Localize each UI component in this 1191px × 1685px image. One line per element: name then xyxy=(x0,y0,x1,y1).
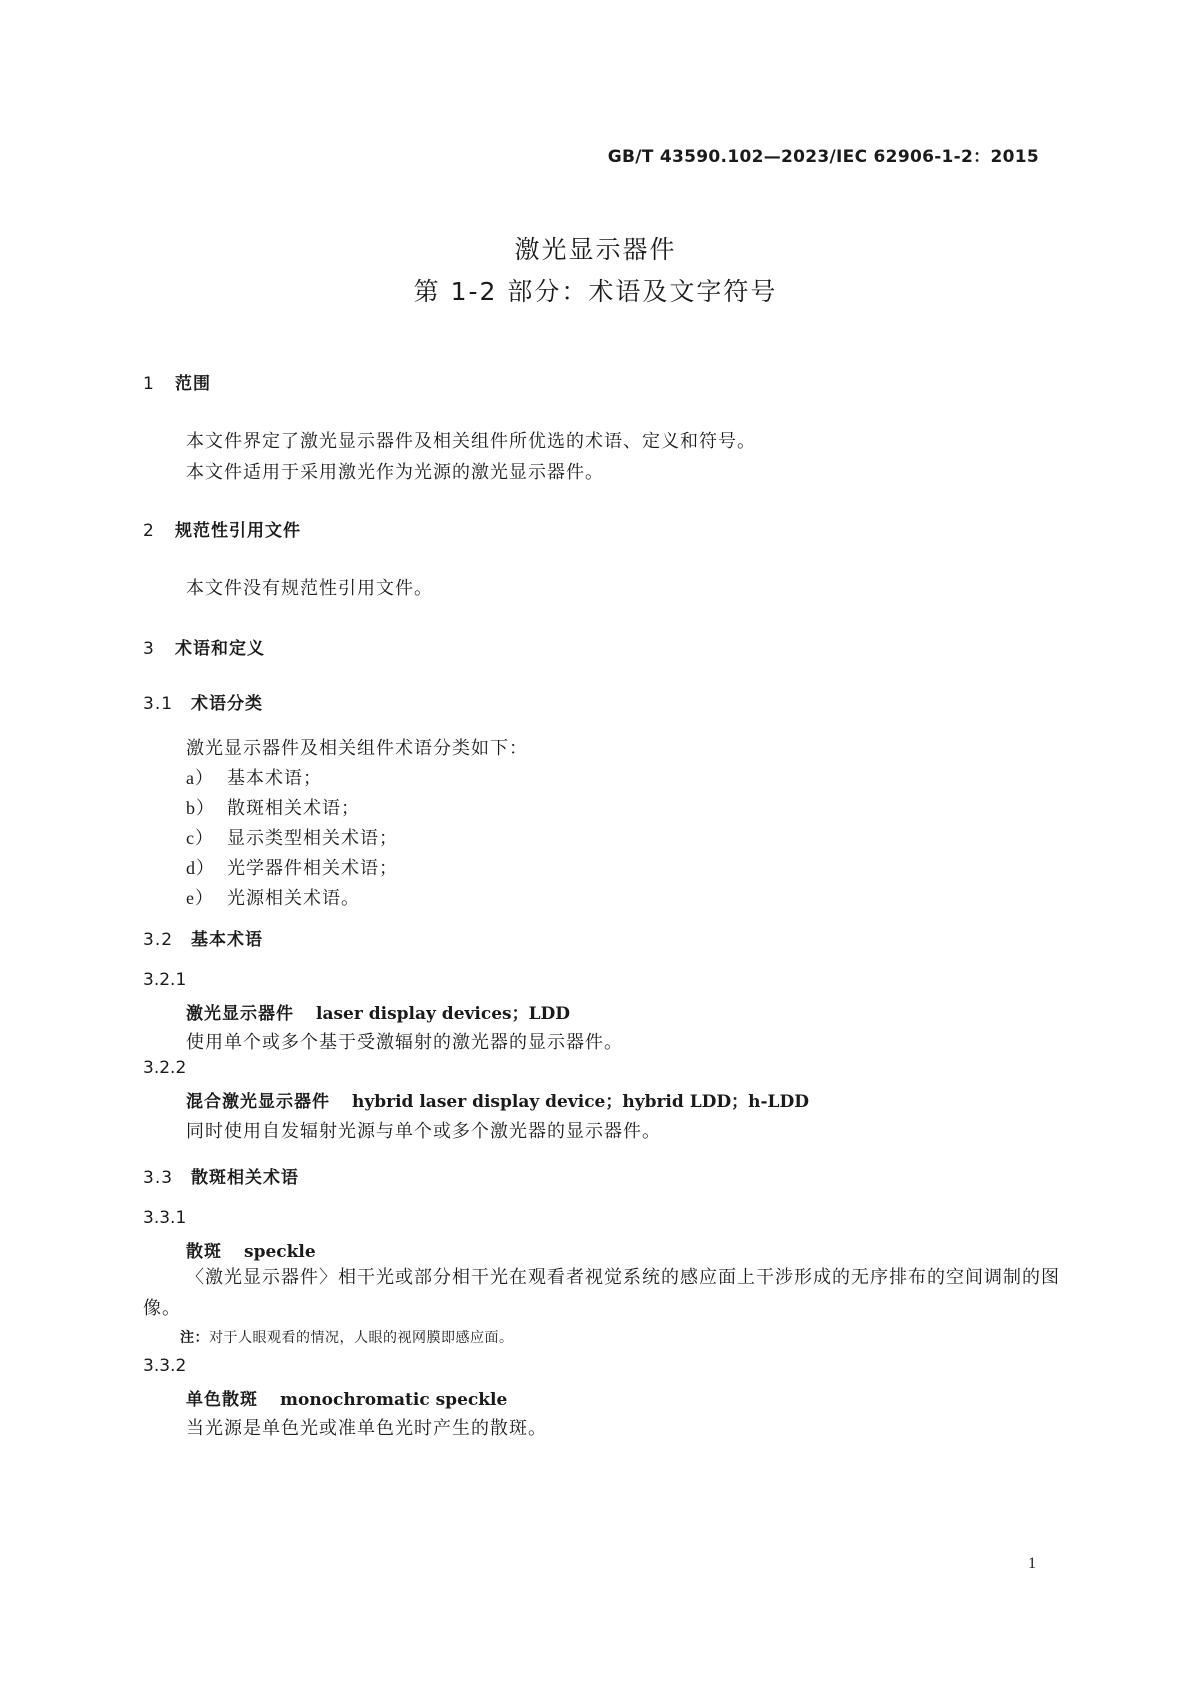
list-text: 显示类型相关术语； xyxy=(227,828,398,849)
paragraph: 激光显示器件及相关组件术语分类如下： xyxy=(186,738,528,759)
term-heading xyxy=(186,1237,316,1262)
list-label: b） xyxy=(186,798,215,818)
term-definition: 当光源是单色光或准单色光时产生的散斑。 xyxy=(186,1418,547,1439)
note-label: 注： xyxy=(180,1330,209,1346)
paragraph: 本文件适用于采用激光作为光源的激光显示器件。 xyxy=(186,462,604,483)
term-cn: 混合激光显示器件 xyxy=(186,1092,330,1112)
list-label: a） xyxy=(186,768,214,788)
section-number: 3.3 xyxy=(143,1168,174,1188)
section-3-1-heading xyxy=(143,689,263,714)
section-number: 3.2 xyxy=(143,930,174,950)
section-3-3-heading xyxy=(143,1163,299,1188)
list-label: c） xyxy=(186,828,214,848)
term-definition: 〈激光显示器件〉相干光或部分相干光在观看者视觉系统的感应面上干涉形成的无序排布的空间调制的图像。 xyxy=(143,1267,1060,1319)
list-item xyxy=(186,764,322,790)
section-1-heading xyxy=(143,369,211,394)
section-number: 3.1 xyxy=(143,694,174,714)
term-number: 3.3.1 xyxy=(143,1208,187,1228)
list-item xyxy=(186,824,398,850)
term-cn: 单色散斑 xyxy=(186,1390,258,1410)
term-number: 3.3.2 xyxy=(143,1356,187,1376)
list-item xyxy=(186,794,360,820)
term-cn: 散斑 xyxy=(186,1242,222,1262)
standard-code: GB/T 43590.102—2023/IEC 62906-1-2：2015 xyxy=(607,147,1039,167)
section-number: 2 xyxy=(143,521,155,541)
section-title: 散斑相关术语 xyxy=(191,1168,299,1188)
section-number: 1 xyxy=(143,374,155,394)
list-text: 光源相关术语。 xyxy=(227,888,360,909)
section-3-2-heading xyxy=(143,925,263,950)
term-heading xyxy=(186,1385,507,1410)
paragraph: 本文件界定了激光显示器件及相关组件所优选的术语、定义和符号。 xyxy=(186,431,756,452)
term-en: hybrid laser display device；hybrid LDD；h-LDD xyxy=(352,1092,809,1112)
term-number: 3.2.2 xyxy=(143,1058,187,1078)
term-cn: 激光显示器件 xyxy=(186,1004,294,1024)
term-en: monochromatic speckle xyxy=(280,1390,508,1410)
list-text: 散斑相关术语； xyxy=(227,798,360,819)
section-number: 3 xyxy=(143,639,155,659)
page-number: 1 xyxy=(1028,1555,1036,1572)
section-2-heading xyxy=(143,516,301,541)
section-title: 术语和定义 xyxy=(175,639,265,659)
section-title: 术语分类 xyxy=(191,694,263,714)
list-text: 光学器件相关术语； xyxy=(227,858,398,879)
list-text: 基本术语； xyxy=(227,768,322,789)
list-label: d） xyxy=(186,858,215,878)
list-label: e） xyxy=(186,888,214,908)
section-3-heading xyxy=(143,634,265,659)
list-item xyxy=(186,854,398,880)
note xyxy=(180,1327,514,1347)
note-text: 对于人眼观看的情况，人眼的视网膜即感应面。 xyxy=(209,1330,514,1346)
list-item xyxy=(186,884,360,910)
term-en: speckle xyxy=(244,1242,316,1262)
section-title: 规范性引用文件 xyxy=(175,521,301,541)
term-heading xyxy=(186,1087,809,1112)
term-number: 3.2.1 xyxy=(143,970,187,990)
term-definition: 同时使用自发辐射光源与单个或多个激光器的显示器件。 xyxy=(186,1121,661,1142)
section-title: 基本术语 xyxy=(191,930,263,950)
section-title: 范围 xyxy=(175,374,211,394)
term-definition: 使用单个或多个基于受激辐射的激光器的显示器件。 xyxy=(186,1032,623,1053)
paragraph: 本文件没有规范性引用文件。 xyxy=(186,578,433,599)
document-subtitle: 第 1-2 部分：术语及文字符号 xyxy=(413,277,778,306)
document-title: 激光显示器件 xyxy=(514,235,677,264)
term-en: laser display devices；LDD xyxy=(316,1004,571,1024)
term-heading xyxy=(186,999,570,1024)
